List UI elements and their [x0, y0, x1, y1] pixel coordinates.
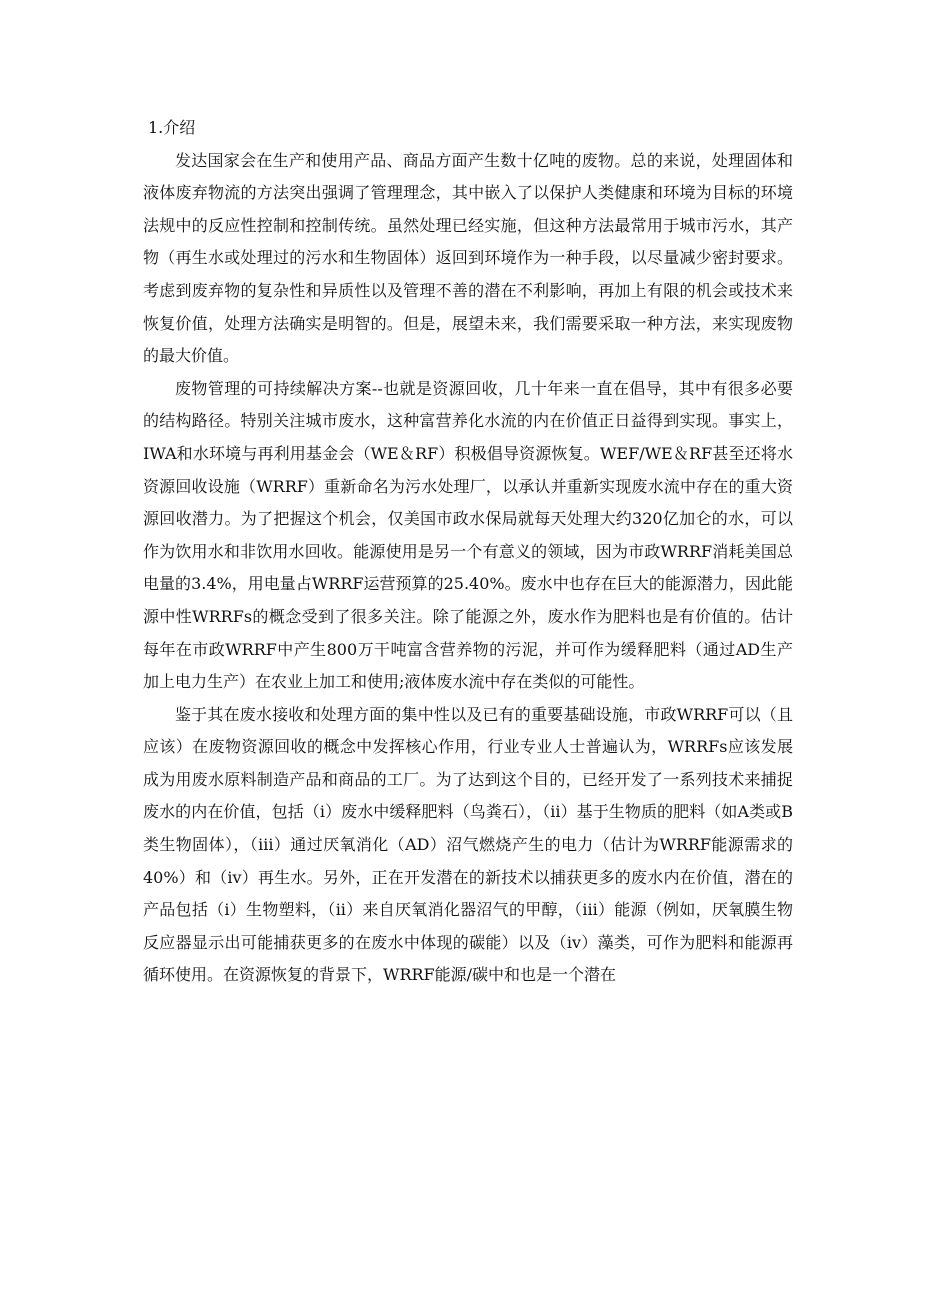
document-body [143, 112, 793, 992]
section-heading: 1.介绍 [148, 118, 196, 137]
paragraph-3: 鉴于其在废水接收和处理方面的集中性以及已有的重要基础设施，市政WRRF可以（且应该）在废物资源回收的概念中发挥核心作用，行业专业人士普遍认为，WRRFs应该发展成为用废水原料制造产品和商品的工厂。为了达到这个目的，已经开发了一系列技术来捕捉废水的内在价值，包括（i）废水中缓释肥料（鸟粪石），（ii）基于生物质的肥料（如A类或B类生物固体），（iii）通过厌氧消化（AD）沼气燃烧产生的电力（估计为WRRF能源需求的40%）和（iv）再生水。另外，正在开发潜在的新技术以捕获更多的废水内在价值，潜在的产品包括（i）生物塑料，（ii）来自厌氧消化器沼气的甲醇，（iii）能源（例如，厌氧膜生物反应器显示出可能捕获更多的在废水中体现的碳能）以及（iv）藻类，可作为肥料和能源再循环使用。在资源恢复的背景下，WRRF能源/碳中和也是一个潜在 [143, 704, 793, 985]
paragraph-1: 发达国家会在生产和使用产品、商品方面产生数十亿吨的废物。总的来说，处理固体和液体废弃物流的方法突出强调了管理理念，其中嵌入了以保护人类健康和环境为目标的环境法规中的反应性控制和控制传统。虽然处理已经实施，但这种方法最常用于城市污水，其产物（再生水或处理过的污水和生物固体）返回到环境作为一种手段，以尽量减少密封要求。考虑到废弃物的复杂性和异质性以及管理不善的潜在不利影响，再加上有限的机会或技术来恢复价值，处理方法确实是明智的。但是，展望未来，我们需要采取一种方法，来实现废物的最大价值。 [143, 150, 793, 366]
paragraph-2: 废物管理的可持续解决方案--也就是资源回收，几十年来一直在倡导，其中有很多必要的结构路径。特别关注城市废水，这种富营养化水流的内在价值正日益得到实现。事实上，IWA和水环境与再利用基金会（WE＆RF）积极倡导资源恢复。WEF/WE＆RF甚至还将水资源回收设施（WRRF）重新命名为污水处理厂，以承认并重新实现废水流中存在的重大资源回收潜力。为了把握这个机会，仅美国市政水保局就每天处理大约320亿加仑的水，可以作为饮用水和非饮用水回收。能源使用是另一个有意义的领域，因为市政WRRF消耗美国总电量的3.4%，用电量占WRRF运营预算的25.40%。废水中也存在巨大的能源潜力，因此能源中性WRRFs的概念受到了很多关注。除了能源之外，废水作为肥料也是有价值的。估计每年在市政WRRF中产生800万干吨富含营养物的污泥，并可作为缓释肥料（通过AD生产加上电力生产）在农业上加工和使用;液体废水流中存在类似的可能性。 [143, 378, 793, 692]
